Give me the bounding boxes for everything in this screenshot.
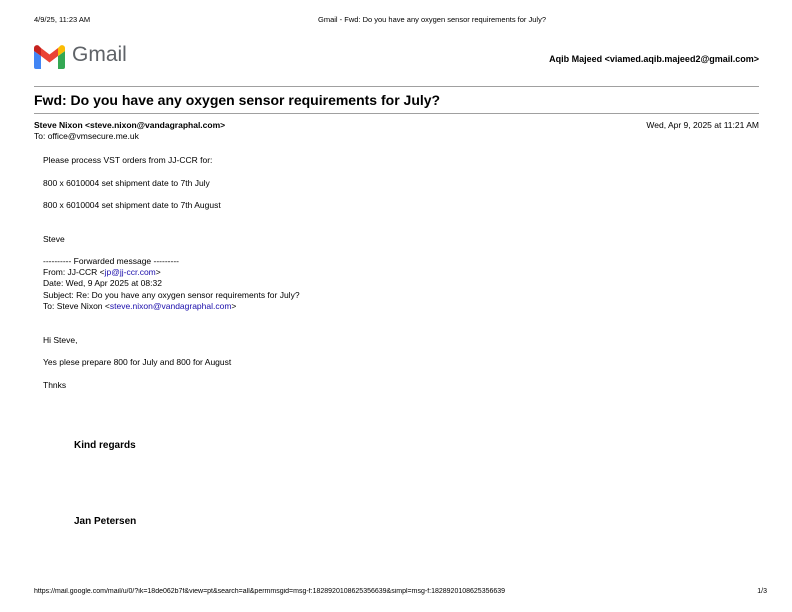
- message-date: Wed, Apr 9, 2025 at 11:21 AM: [646, 120, 759, 130]
- forward-thanks: Thnks: [43, 380, 67, 390]
- forward-greeting: Hi Steve,: [43, 335, 78, 345]
- forward-body: Yes plese prepare 800 for July and 800 for August: [43, 357, 232, 367]
- print-page-number: 1/3: [757, 588, 767, 595]
- body-order-1: 800 x 6010004 set shipment date to 7th July: [43, 178, 210, 188]
- gmail-logo-icon[interactable]: [34, 45, 65, 69]
- forward-from: [43, 267, 161, 277]
- subject-divider: [34, 113, 759, 114]
- print-url: https://mail.google.com/mail/u/0/?ik=18de062b7f&view=pt&search=all&permmsgid=msg-f:1828920108625356639&simpl=msg-f:1828920108625356639: [34, 588, 506, 595]
- forward-to-close: >: [231, 301, 237, 311]
- body-signoff: Steve: [43, 234, 65, 244]
- gmail-wordmark: Gmail: [72, 43, 127, 66]
- print-datetime: 4/9/25, 11:23 AM: [34, 15, 91, 24]
- forward-signature-name: Jan Petersen: [74, 516, 137, 527]
- forward-separator: ---------- Forwarded message ---------: [43, 256, 179, 266]
- forward-subject: Subject: Re: Do you have any oxygen sensor requirements for July?: [43, 290, 300, 300]
- thread-subject: Fwd: Do you have any oxygen sensor requirements for July?: [34, 92, 441, 108]
- recipient: To: office@vmsecure.me.uk: [34, 131, 139, 141]
- header-divider: [34, 86, 759, 87]
- forward-to: [43, 301, 236, 311]
- account-identity: Aqib Majeed <viamed.aqib.majeed2@gmail.com>: [549, 54, 759, 64]
- sender[interactable]: Steve Nixon <steve.nixon@vandagraphal.com>: [34, 120, 226, 130]
- body-order-2: 800 x 6010004 set shipment date to 7th August: [43, 200, 221, 210]
- body-intro: Please process VST orders from JJ-CCR for:: [43, 155, 213, 165]
- forward-regards: Kind regards: [74, 440, 136, 451]
- forward-from-email-link[interactable]: jp@jj-ccr.com: [104, 267, 156, 277]
- forward-to-email-link[interactable]: steve.nixon@vandagraphal.com: [109, 301, 232, 311]
- forward-from-close: >: [155, 267, 161, 277]
- forward-to-label: To: Steve Nixon <: [43, 301, 110, 311]
- forward-date: Date: Wed, 9 Apr 2025 at 08:32: [43, 278, 162, 288]
- print-title: Gmail - Fwd: Do you have any oxygen sensor requirements for July?: [318, 15, 547, 24]
- forward-from-label: From: JJ-CCR <: [43, 267, 105, 277]
